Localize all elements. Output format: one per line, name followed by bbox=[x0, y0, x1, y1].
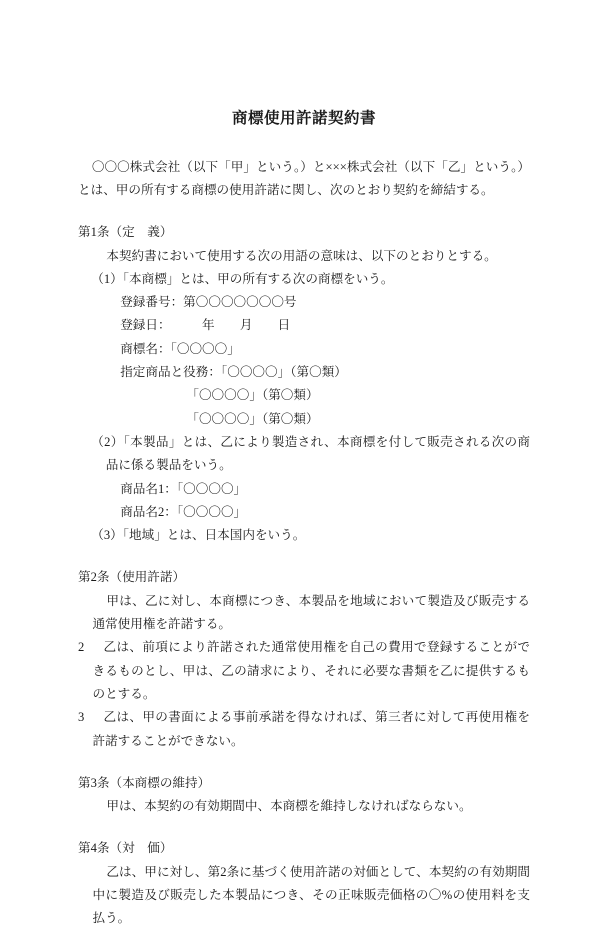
clause-text: 乙は、前項により許諾された通常使用権を自己の費用で登録することができるものとし、甲は、乙の請求により、それに必要な書類を乙に提供するものとする。 bbox=[92, 640, 530, 701]
article-4-intro: 乙は、甲に対し、第2条に基づく使用許諾の対価として、本契約の有効期間中に製造及び販売した本製品につき、その正味販売価格の〇%の使用料を支払う。 bbox=[92, 864, 530, 926]
registration-number: 登録番号：第〇〇〇〇〇〇〇号 bbox=[120, 295, 297, 310]
section-spacer bbox=[78, 753, 530, 772]
article-1-item-2-label: （2）「本製品」とは、乙により製造され、本商標を付して販売される次の商品に係る製品をいう。 bbox=[91, 434, 530, 473]
preamble-paragraph: 〇〇〇株式会社（以下「甲」という。）と×××株式会社（以下「乙」という。）とは、甲の所有する商標の使用許諾に関し、次のとおり契約を締結する。 bbox=[78, 159, 530, 197]
section-spacer bbox=[78, 818, 530, 837]
product-name-1: 商品名1：「〇〇〇〇」 bbox=[120, 481, 247, 496]
article-heading-4: 第4条（対 価） bbox=[78, 841, 173, 856]
designated-goods-2: 「〇〇〇〇」（第〇類） bbox=[186, 388, 319, 403]
clause-text: 乙は、甲の書面による事前承諾を得なければ、第三者に対して再使用権を許諾することができない。 bbox=[92, 710, 531, 748]
article-1-intro: 本契約書において使用する次の用語の意味は、以下のとおりとする。 bbox=[106, 248, 497, 263]
clause-number: 3 bbox=[78, 710, 85, 725]
article-2-clause-2 bbox=[78, 636, 530, 706]
clause-number: 2 bbox=[78, 640, 85, 655]
page-title: 商標使用許諾契約書 bbox=[231, 110, 376, 127]
article-1-item-3-label: （3）「地域」とは、日本国内をいう。 bbox=[91, 528, 306, 543]
registration-date: 登録日： 年 月 日 bbox=[120, 318, 291, 333]
trademark-name: 商標名：「〇〇〇〇」 bbox=[120, 341, 240, 356]
article-heading-3: 第3条（本商標の維持） bbox=[78, 775, 211, 790]
designated-goods-1: 指定商品と役務：「〇〇〇〇」（第〇類） bbox=[120, 365, 347, 380]
article-2-clause-3 bbox=[78, 706, 530, 753]
article-2-intro: 甲は、乙に対し、本商標につき、本製品を地域において製造及び販売する通常使用権を許諾する。 bbox=[92, 593, 530, 632]
article-3-intro: 甲は、本契約の有効期間中、本商標を維持しなければならない。 bbox=[106, 799, 472, 814]
section-spacer bbox=[78, 547, 530, 566]
article-heading-1: 第1条（定 義） bbox=[78, 225, 173, 240]
product-name-2: 商品名2：「〇〇〇〇」 bbox=[120, 504, 247, 519]
article-heading-2: 第2条（使用許諾） bbox=[78, 570, 186, 585]
designated-goods-3: 「〇〇〇〇」（第〇類） bbox=[186, 411, 319, 426]
article-1-item-1-label: （1）「本商標」とは、甲の所有する次の商標をいう。 bbox=[91, 271, 394, 286]
